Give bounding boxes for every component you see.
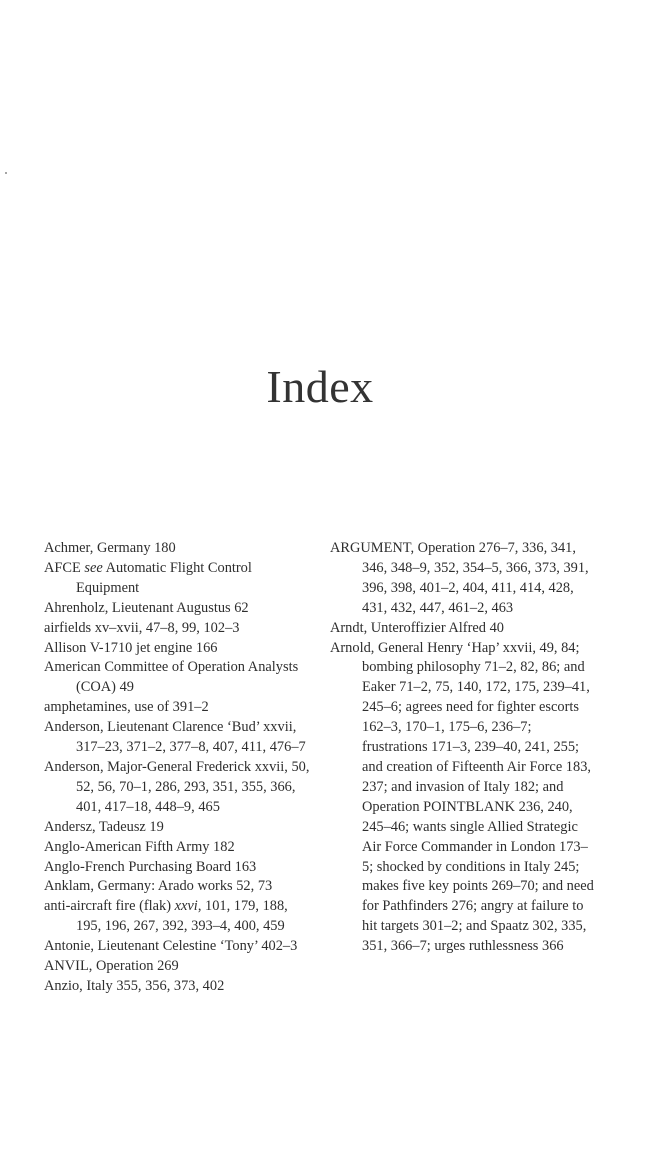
index-entry	[44, 599, 310, 619]
index-entry	[44, 838, 310, 858]
index-entry-text: Andersz, Tadeusz 19	[44, 818, 164, 835]
index-entry-text: airfields xv–xvii, 47–8, 99, 102–3	[44, 619, 240, 636]
page-speck	[5, 172, 7, 174]
page-title: Index	[266, 361, 374, 412]
index-entry-text-continued: Automatic Flight Control Equipment	[76, 559, 252, 596]
index-entry-see-reference: see	[84, 559, 103, 576]
index-column-right	[330, 539, 598, 957]
index-entry-italic-page: xxvi	[174, 898, 198, 915]
index-entry	[44, 977, 310, 997]
index-entry	[44, 559, 310, 599]
index-entry-text: Antonie, Lieutenant Celestine ‘Tony’ 402–3	[44, 938, 298, 955]
index-entry	[330, 639, 598, 958]
index-entry-text: American Committee of Operation Analysts (COA) 49	[44, 659, 299, 696]
index-entry-text: Anzio, Italy 355, 356, 373, 402	[44, 977, 225, 994]
index-entry	[44, 957, 310, 977]
index-entry	[44, 758, 310, 818]
index-entry-text-continued: , 101, 179, 188, 195, 196, 267, 392, 393–4, 400, 459	[76, 898, 288, 935]
index-entry	[44, 539, 310, 559]
index-entry	[44, 639, 310, 659]
index-entry-text: anti-aircraft fire (flak)	[44, 898, 175, 915]
index-entry-text: Arnold, General Henry ‘Hap’ xxvii, 49, 84; bombing philosophy 71–2, 82, 86; and Eaker 71–2, 75, 140, 172, 175, 239–41, 245–6; agrees need for fighter escorts 162–3, 170–1, 175–6, 236–7; frustrations 171–3, 239–40, 241, 255; and creation of Fifteenth Air Force 183, 237; and invasion of Italy 182; and Operation POINTBLANK 236, 240, 245–46; wants single Allied Strategic Air Force Commander in London 173–5; shocked by conditions in Italy 245; makes five key points 269–70; and need for Pathfinders 276; angry at failure to hit targets 301–2; and Spaatz 302, 335, 351, 366–7; urges ruthlessness 366	[330, 639, 594, 955]
index-entry	[44, 818, 310, 838]
index-entry-text: amphetamines, use of 391–2	[44, 699, 209, 716]
index-entry	[44, 698, 310, 718]
index-entry-text: Anderson, Lieutenant Clarence ‘Bud’ xxvii, 317–23, 371–2, 377–8, 407, 411, 476–7	[44, 719, 306, 756]
index-entry	[44, 619, 310, 639]
index-entry	[44, 858, 310, 878]
index-column-left	[44, 539, 310, 997]
index-entry	[44, 877, 310, 897]
index-entry	[44, 897, 310, 937]
index-entry	[44, 937, 310, 957]
index-entry-text: Ahrenholz, Lieutenant Augustus 62	[44, 599, 249, 616]
index-entry	[330, 619, 598, 639]
index-entry-text: Achmer, Germany 180	[44, 540, 176, 556]
index-entry	[44, 658, 310, 698]
index-entry-text: Arndt, Unteroffizier Alfred 40	[330, 619, 504, 636]
index-entry-text: ANVIL, Operation 269	[44, 958, 179, 975]
index-entry-text: Anderson, Major-General Frederick xxvii, 50, 52, 56, 70–1, 286, 293, 351, 355, 366, 401, 417–18, 448–9, 465	[44, 758, 310, 815]
index-entry-text: ARGUMENT, Operation 276–7, 336, 341, 346, 348–9, 352, 354–5, 366, 373, 391, 396, 398, 401–2, 404, 411, 414, 428, 431, 432, 447, 461–2, 463	[330, 540, 589, 616]
index-entry-text: Anklam, Germany: Arado works 52, 73	[44, 878, 273, 895]
index-entry-text: Allison V-1710 jet engine 166	[44, 639, 218, 656]
index-entry-text: Anglo-American Fifth Army 182	[44, 838, 235, 855]
index-entry-text: Anglo-French Purchasing Board 163	[44, 858, 257, 875]
index-entry	[44, 718, 310, 758]
index-entry-text: AFCE	[44, 559, 85, 576]
index-entry	[330, 539, 598, 619]
